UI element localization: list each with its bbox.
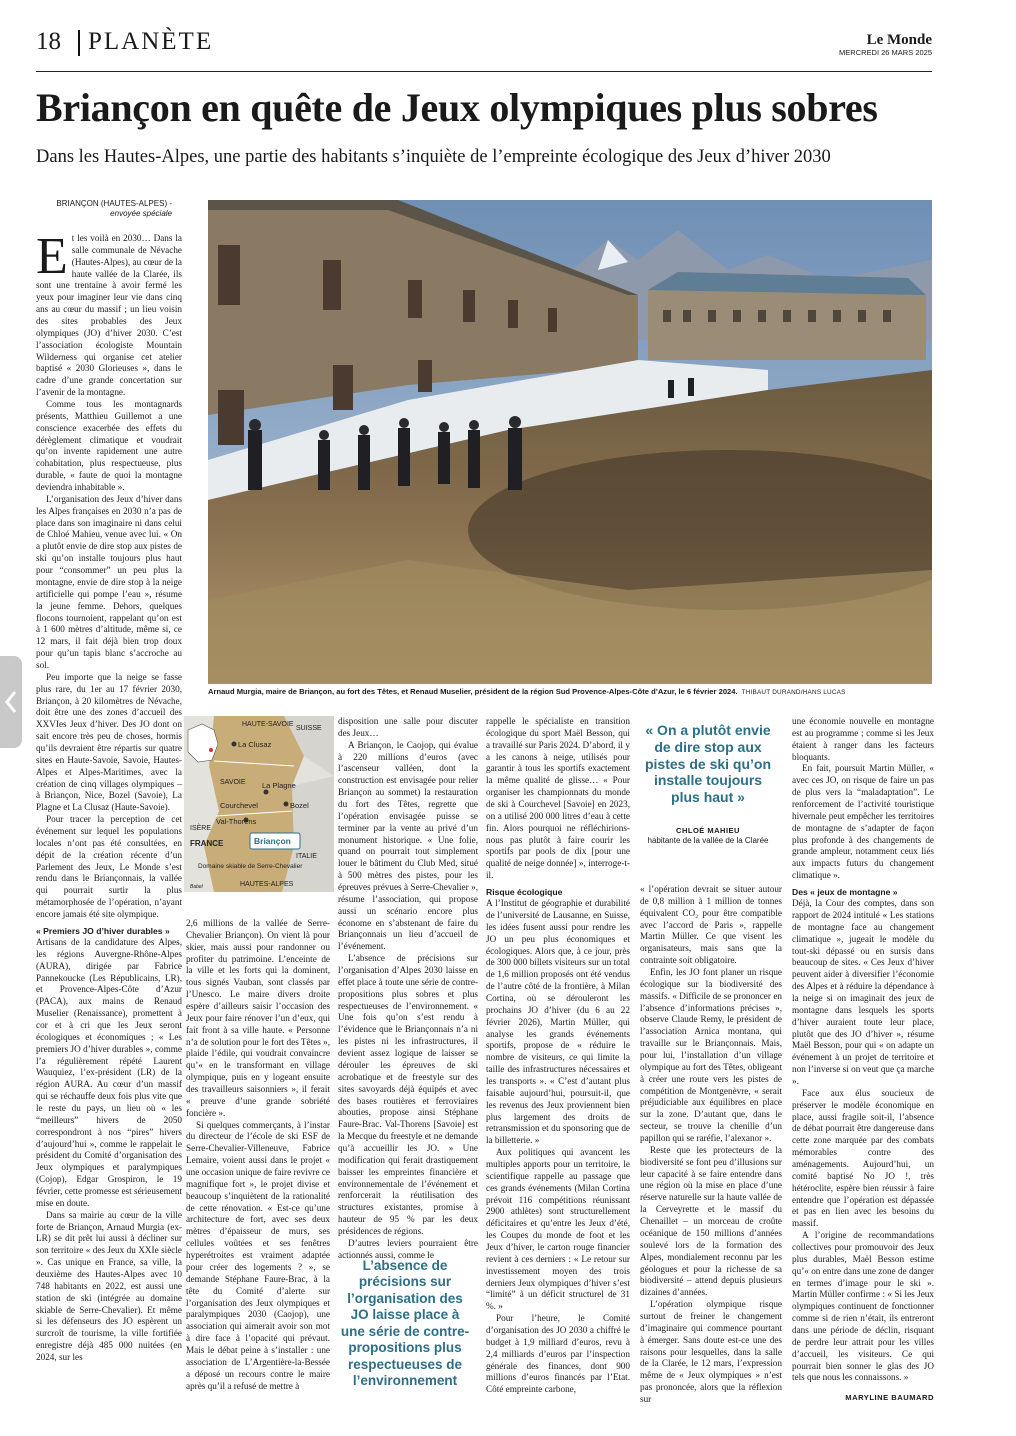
paragraph: A l’origine de recommandations collectives pour promouvoir des Jeux plus durables, Maël Besson estime qu’« on entre dans une zone de danger en termes d’image pour le ski ». Martin Müller confirme : « Si les Jeux olympiques continuent de fonctionner comme si de rien n’était, ils entreront dans une période de déclin, risquant de perdre leur attrait pour les villes d’accueil, les visiteurs. Ce qui pourrait bien sonner le glas des JO tels que nous les connaissons. »: [792, 1230, 934, 1383]
section-heading: Des « jeux de montagne »: [792, 887, 898, 898]
paragraph: Face aux élus soucieux de préserver le modèle économique en place, aussi fragile soit-il, l’absence de débat pourrait être dangereuse dans cette zone marquée par des combats mémorables contre des aménagements. Aujourd’hui, un comité baptisé No JO !, très hétéroclite, espère bien réussir à faire entendre que l’opération est dépassée et pas en lien avec les besoins du massif.: [792, 1087, 934, 1229]
dateline-place: BRIANÇON (HAUTES-ALPES) -: [56, 199, 172, 208]
paragraph: une économie nouvelle en montagne est au programme ; comme si les Jeux étaient à ranger dans les facteurs bloquants.: [792, 716, 934, 762]
subheadline: Dans les Hautes-Alpes, une partie des habitants s’inquiète de l’empreinte écologique des Jeux d’hiver 2030: [36, 147, 831, 167]
map-label-savoie: SAVOIE: [220, 779, 246, 786]
map-label-val-thorens: Val-Thorens: [216, 817, 257, 826]
map-label-france: FRANCE: [190, 839, 224, 848]
pull-quote-author-role: habitante de la vallée de la Clarée: [647, 836, 769, 845]
paragraph: L’opération olympique risque surtout de freiner le changement d’imaginaire qui commence pourtant à émerger. Sans doute est-ce une des raisons pour lesquelles, dans la salle de la Clarée, le 12 mars, l’expression même de « Jeux olympiques » n’est pas prononcée, alors que la réflexion sur: [640, 1299, 782, 1404]
map-label-courchevel: Courchevel: [220, 801, 258, 810]
header-rule: [36, 71, 932, 72]
map-label-haute-savoie: HAUTE-SAVOIE: [242, 721, 294, 728]
paragraph: disposition une salle pour discuter des Jeux…: [338, 716, 478, 738]
section-heading: Risque écologique: [486, 887, 563, 898]
header-divider: [78, 30, 80, 56]
article-column-1: [36, 228, 182, 1405]
paragraph: En fait, poursuit Martin Müller, « avec ces JO, on risque de faire un pas de plus vers la “maladaptation”. Le renforcement de l’activité touristique hivernale peut empêcher les territoires de montagne de s’adapter de façon plus profonde à des changements de grande ampleur, notamment ceux liés aux impacts futurs du changement climatique ».: [792, 763, 934, 881]
paragraph: D’autres leviers pourraient être actionnés aussi, comme le: [338, 1237, 478, 1260]
paragraph: rappelle le spécialiste en transition écologique du sport Maël Besson, qui a travaillé sur Paris 2024. D’abord, il y a les canons à neige, utilisés pour garantir à tous les sportifs exactement la même qualité de glisse… « Pour organiser les championnats du monde de ski à Courchevel [Savoie] en 2023, on a utilisé 200 000 litres d’eau à cette fin. Alors pourquoi ne réfléchirions-nous pas plutôt à faire courir les sportifs par pools de dix [pour une qualité de neige donnée] », interroge-t-il.: [486, 716, 630, 881]
issue-date: MERCREDI 26 MARS 2025: [839, 48, 932, 57]
paragraph: Comme tous les montagnards présents, Matthieu Guillemot a une conscience exacerbée des effets du dérèglement climatique et voudrait qu’on invente rapidement une autre cohabitation, plus respectueuse, plus durable, « faute de quoi la montagne deviendra inhabitable ».: [36, 399, 182, 493]
headline: Briançon en quête de Jeux olympiques plus sobres: [36, 85, 878, 130]
photo-caption: [208, 687, 932, 696]
dateline-role: envoyée spéciale: [110, 209, 172, 219]
chevron-left-icon[interactable]: [0, 656, 22, 748]
map-label-isere: ISÈRE: [190, 825, 212, 832]
article-column-6: [792, 716, 934, 1390]
paragraph: L’organisation des Jeux d’hiver dans les Alpes françaises en 2030 n’a pas de place dans son imaginaire ni dans celui de Chloé Mahieu, venue avec lui. « On a plutôt envie de dire stop aux pistes de ski qu’on installe toujours plus haut pour “consommer” un peu plus la montagne, envie de dire stop à la neige artificielle qui pompe l’eau », résume la jeune femme. Dehors, quelques flocons tournoient, rappelant qu’on est à 1 600 mètres d’altitude, même si, ce 12 mars, il fait déjà bien trop doux pour qu’un tapis blanc s’accroche au sol.: [36, 493, 182, 670]
paragraph: L’absence de précisions sur l’organisation d’Alpes 2030 laisse en effet place à toute une série de contre-propositions plus sobres et plus respectueuses de l’environnement. « Une fois qu’on s’est rendu à l’évidence que le Briançonnais n’a ni les pistes ni les infrastructures, il devient assez logique de laisser se dérouler les épreuves de ski acrobatique et de freestyle sur des sites savoyards déjà équipés et avec des bases routières et ferroviaires abouties, propose ainsi Stéphane Faure-Brac. Val-Thorens [Savoie] est la Mecque du freestyle et ne demande qu’à accueillir les JO. » Une modification qui ferait drastiquement baisser les empreintes financière et environnementale de l’événement et renforcerait la réutilisation des structures existantes, promise à hauteur de 95 % par les deux présidences de régions.: [338, 953, 478, 1236]
paragraph: Pour tracer la perception de cet événement sur lequel les populations locales n’ont pas été consultées, en dépit de la création récente d’un Parlement des Jeux, Le Monde s’est rendu dans le Briançonnais, la vallée qui pourrait surtir la plus métamorphosée de l’opération, n’ayant encore jamais été site olympique.: [36, 814, 182, 919]
map-label-la-plagne: La Plagne: [262, 781, 296, 790]
paragraph: Dans sa mairie au cœur de la ville forte de Briançon, Arnaud Murgia (ex-LR) se dit prêt lui aussi à décliner sur son territoire « des Jeux du XXIe siècle ». Cas unique en France, sa ville, la deuxième des Hautes-Alpes avec 10 748 habitants en 2022, est aussi une station de ski (intégrée au domaine skiable de Serre-Chevalier). Et même si les défenseurs des JO espèrent un surcroît de tourisme, la ville fortifiée enregistre déjà 485 000 nuitées (en 2024, sur les: [36, 1209, 182, 1362]
previous-page-tab[interactable]: [0, 656, 22, 748]
article-photo: [208, 200, 932, 684]
paragraph: Reste que les protecteurs de la biodiversité se font peu d’illusions sur leur capacité à se faire entendre dans une région où la mise en place d’une réserve naturelle sur la haute vallée de la Cerveyrette et le massif du Chenaillet – un morceau de croûte océanique de 150 millions d’années soulevé lors de la formation des Alpes, mondialement reconnu par les géologues et pour la richesse de sa biodiversité – attend depuis plusieurs dizaines d’années.: [640, 1144, 782, 1298]
paragraph: t les voilà en 2030… Dans la salle communale de Névache (Hautes-Alpes), au cœur de la haute vallée de la Clarée, ils sont une trentaine à avoir fermé les yeux pour imaginer leur vie dans cinq ans au cœur du massif ; un lieu voisin des sites probables des Jeux olympiques (JO) d’hiver 2030. C’est l’association écologiste Mountain Wilderness qui organise cet atelier baptisé « 2030 Glorieuses », dans le cadre d’une grande concertation sur l’avenir de la montagne.: [36, 233, 182, 398]
paragraph: Artisans de la candidature des Alpes, les régions Auvergne-Rhône-Alpes (AURA), dirigée par Fabrice Pannekoucke (Les Républicains, LR), et Provence-Alpes-Côte d’Azur (PACA), aux mains de Renaud Muselier (Renaissance), promettent à cor et à cri que les Jeux seront écologiques et économiques ; « Les premiers JO d’hiver durables », comme l’a régulièrement répété Laurent Wauquiez, l’ex-président (LR) de la région AURA. Au cœur d’un massif qui se réchauffe deux fois plus vite que le reste du pays, un lieu où « les “meilleurs” hivers de 2050 correspondront à nos “pires” hivers d’aujourd’hui », comme le rappelait le président du Comité d’organisation des Jeux olympiques et paralympiques (Cojop), Edgar Grospiron, le 19 février, cette promesse est sérieusement mise en doute.: [36, 936, 182, 1208]
location-map: [184, 716, 334, 892]
caption-text: Arnaud Murgia, maire de Briançon, au fort des Têtes, et Renaud Muselier, président de la région Sud Provence-Alpes-Côte d’Azur, le 6 février 2024.: [208, 687, 738, 696]
article-column-5: [640, 884, 782, 1408]
article-column-2: [186, 918, 330, 1408]
photo-credit: THIBAUT DURAND/HANS LUCAS: [741, 689, 846, 696]
page-number: 18: [36, 28, 61, 55]
drop-cap: E: [36, 228, 68, 285]
paragraph: Déjà, la Cour des comptes, dans son rapport de 2024 intitulé « Les stations de montagne face au changement climatique », jugeait le modèle du tout-ski dépassé ou en sursis dans beaucoup de sites. « Ces Jeux d’hiver peuvent aider à diversifier l’économie des Alpes et à réduire la dépendance à la neige si on imaginait des jeux de montagne dans lesquels les sports d’hiver auraient toute leur place, plutôt que des JO d’hiver », résume Maël Besson, pour qui « on adapte un événement à un projet de territoire et non l’inverse si on veut que ça marche ».: [792, 898, 934, 1086]
paragraph: Si quelques commerçants, à l’instar du directeur de l’école de ski ESF de Serre-Chevalier-Villeneuve, Fabrice Lemaire, voient aussi dans le projet « une occasion unique de faire revivre ce magnifique fort », le projet divise et beaucoup s’inquiètent de la rationalité de cette rénovation. « Est-ce qu’une architecture de fort, avec ses deux mètres d’épaisseur de murs, ses cellules voûtées et ses fenêtres hyperétroites est vraiment adaptée pour créer des logements ? », se demande Stéphane Faure-Brac, à la tête du Comité d’alerte sur l’organisation des Jeux olympiques et paralympiques 2030 (Caojop), une association qui aimerait avoir son mot à dire face à l’opacité qui prévaut. Mais le débat peine à s’installer : une association de L’Argentière-la-Bessée a déposé un recours contre le maire après qu’il a refusé de mettre à: [186, 1119, 330, 1391]
dateline: [36, 199, 172, 220]
map-label-bozel: Bozel: [290, 801, 309, 810]
section-heading: « Premiers JO d’hiver durables »: [36, 925, 170, 936]
map-source: Babel: [190, 884, 203, 890]
paragraph: A l’Institut de géographie et durabilité de l’université de Lausanne, en Suisse, les idées fusent aussi pour rendre les JO un peu plus économiques et écologiques. Alors que, à ce jour, près de 300 000 billets visiteurs sur un total de 1,6 million proposés ont été vendus de l’autre côté de la frontière, à Milan Cortina, où se dérouleront les prochains JO d’hiver (du 6 au 22 février 2026), Martin Müller, qui analyse les grands événements sportifs, propose de « réduire le nombre de visiteurs, ce qui limite la taille des infrastructures nécessaires et les transports ». « C’est d’autant plus faisable aujourd’hui, poursuit-il, que les revenus des Jeux proviennent bien plus largement des droits de retransmission et du sponsoring que de la billetterie. »: [486, 898, 630, 1146]
author-signature: MARYLINE BAUMARD: [845, 1393, 934, 1402]
paragraph: Aux politiques qui avancent les multiples apports pour un territoire, le scientifique rappelle au passage que ces grands événements (Milan Cortina prévoit 116 compétitions réunissant 2900 athlètes) sont structurellement déficitaires et qu’entre les Jeux d’été, les Coupes du monde de foot et les Jeux d’hiver, le carton rouge financier revient à ces derniers : « Le retour sur investissement moyen des trois derniers Jeux olympiques d’hiver s’est “limité” à un déficit structurel de 31 %. »: [486, 1147, 630, 1312]
paragraph: « l’opération devrait se situer autour de 0,8 million à 1 million de tonnes équivalent CO₂ pour être compatible avec l’accord de Paris », rappelle Martin Müller. Ce que visent les organisateurs, mais sans que la contrainte soit obligatoire.: [640, 884, 782, 966]
section-name: PLANÈTE: [88, 28, 214, 55]
map-label-hautes-alpes: HAUTES-ALPES: [240, 881, 294, 888]
pull-quote-2: « On a plutôt envie de dire stop aux pistes de ski qu’on installe toujours plus haut »: [644, 722, 772, 806]
pull-quote-1: L’absence de précisions sur l’organisation des JO laisse place à une série de contre-propositions plus respectueuses de l’environnement: [340, 1258, 470, 1389]
map-label-italie: ITALIE: [296, 853, 317, 860]
newspaper-logo: Le Monde: [866, 32, 932, 48]
map-label-domaine: Domaine skiable de Serre-Chevalier: [198, 863, 303, 870]
paragraph: Enfin, les JO font planer un risque écologique sur la biodiversité des massifs. « Difficile de se prononcer en l’absence d’informations précises », observe Claude Remy, le président de l’association Arnica montana, qui travaille sur le Briançonnais. Mais, pour lui, l’installation d’un village olympique au fort des Têtes, obligeant à créer une route vers les pistes de compétition de Montgenèvre, « serait préjudiciable aux équilibres en place sur la zone. D’autant que, dans le secteur, se trouve la chenille d’un papillon qui se raréfie, l’alexanor ».: [640, 967, 782, 1144]
article-column-4: [486, 716, 630, 1408]
paragraph: Pour l’heure, le Comité d’organisation des JO 2030 a chiffré le budget à 1,9 milliard d’euros, revu à 2,4 milliards d’euros par l’inspection générale des finances, dont 900 millions d’euros financés par l’Etat. Côté empreinte carbone,: [486, 1313, 630, 1395]
paragraph: Peu importe que la neige se fasse plus rare, du 1er au 17 février 2030, Briançon, à 20 kilomètres de Névache, doit être une des zones d’accueil des XXVIes Jeux d’hiver. Des JO dont on sait encore très peu de choses, hormis qu’ils devraient être répartis sur quatre sites en Haute-Savoie, Savoie, Hautes-Alpes et Alpes-Maritimes, avec la création de cinq villages olympiques – à Briançon, Nice, Bozel (Savoie), La Plagne et La Clusaz (Haute-Savoie).: [36, 671, 182, 813]
map-label-briancon: Briançon: [254, 836, 291, 846]
paragraph: 2,6 millions de la vallée de Serre-Chevalier Briançon). On vient là pour skier, mais aussi pour randonner ou profiter du patrimoine. L’enceinte de la ville et les forts qui la dominent, tous signés Vauban, sont classés par l’Unesco. Le maire divers droite espère d’ailleurs saisir l’occasion des Jeux pour faire rénover l’un d’eux, qui fait front à sa ville haute. « Personne n’a de solution pour le fort des Têtes », plaide l’édile, qui voudrait convaincre qu’« en le transformant en village olympique, puis en y logeant ensuite des travailleurs saisonniers », il ferait « preuve d’une grande sobriété foncière ».: [186, 918, 330, 1118]
map-label-suisse: SUISSE: [296, 725, 322, 732]
pull-quote-author: CHLOÉ MAHIEU: [676, 826, 740, 835]
map-label-la-clusaz: La Clusaz: [238, 740, 272, 749]
article-column-3: [338, 716, 478, 1260]
paragraph: A Briançon, le Caojop, qui évalue à 220 millions d’euros (avec l’ascenseur valléen, dont la construction est envisagée pour relier Briançon au sommet) la restauration du fort des Têtes, regrette que l’opération envisagée puisse se terminer par la vente au privé d’un monument historique. « Une folie, quand on pourrait tout simplement louer le bâtiment du Club Med, situé à 500 mètres des pistes, pour les épreuves prévues à Serre-Chevalier », résume l’association, qui propose aussi un scénario encore plus économe en s’abstenant de faire du Briançonnais un lieu d’accueil de l’événement.: [338, 739, 478, 952]
